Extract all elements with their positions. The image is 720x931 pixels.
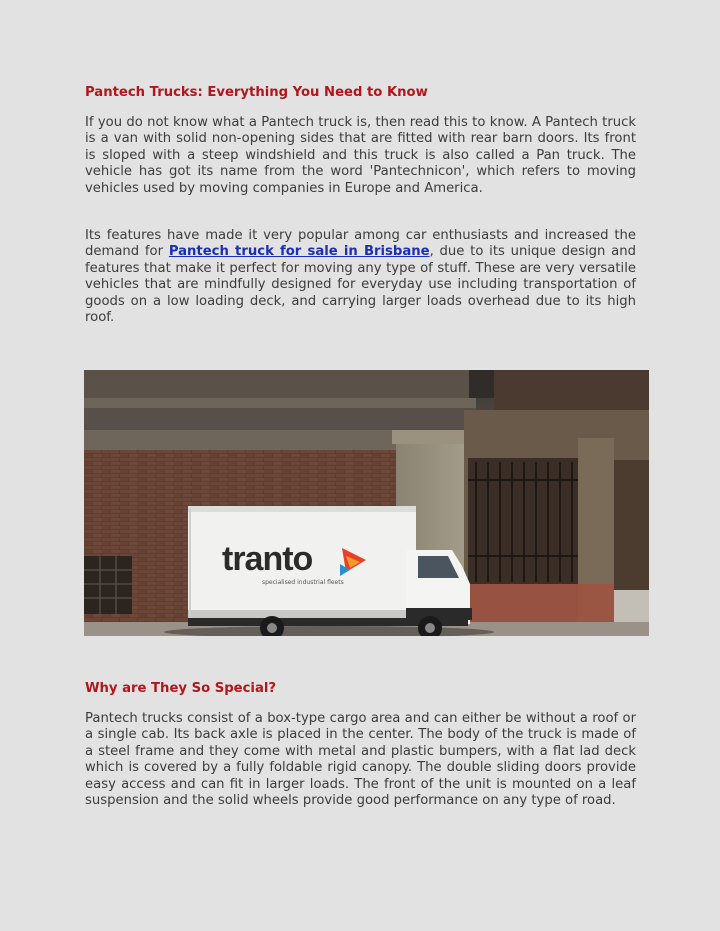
section-title-why-special: Why are They So Special? bbox=[85, 681, 277, 696]
tranto-tagline: specialised industrial fleets bbox=[262, 579, 344, 586]
features-paragraph bbox=[85, 228, 636, 326]
pantech-truck-photo bbox=[84, 370, 649, 636]
pantech-truck-brisbane-link[interactable]: Pantech truck for sale in Brisbane bbox=[168, 244, 430, 260]
intro-paragraph: If you do not know what a Pantech truck is, then read this to know. A Pantech truck is a van with solid non-opening sides that are fitted with rear barn doors. Its front is sloped with a steep windshield and this truck is also called a Pan truck. The vehicle has got its name from the word 'Pantechnicon', which refers to moving vehicles used by moving companies in Europe and America. bbox=[85, 115, 636, 196]
features-text-after-link: , due to its unique design and features that make it perfect for moving any type of stuff. These are very versatile vehicles that are mindfully designed for everyday use including transportation of goods on a low loading deck, and carrying larger loads overhead due to its high roof. bbox=[85, 244, 636, 326]
section-title-pantech-trucks: Pantech Trucks: Everything You Need to Know bbox=[85, 85, 428, 100]
features-text-before-link: Its features have made it very popular among car enthusiasts and increased the demand for bbox=[85, 228, 636, 260]
why-special-paragraph: Pantech trucks consist of a box-type cargo area and can either be without a roof or a single cab. Its back axle is placed in the center. The body of the truck is made of a steel frame and they come with metal and plastic bumpers, with a flat lad deck which is covered by a fully foldable rigid canopy. The double sliding doors provide easy access and can fit in larger loads. The front of the unit is mounted on a leaf suspension and the solid wheels provide good performance on any type of road. bbox=[85, 711, 636, 809]
tranto-logo-text: tranto bbox=[222, 540, 313, 578]
